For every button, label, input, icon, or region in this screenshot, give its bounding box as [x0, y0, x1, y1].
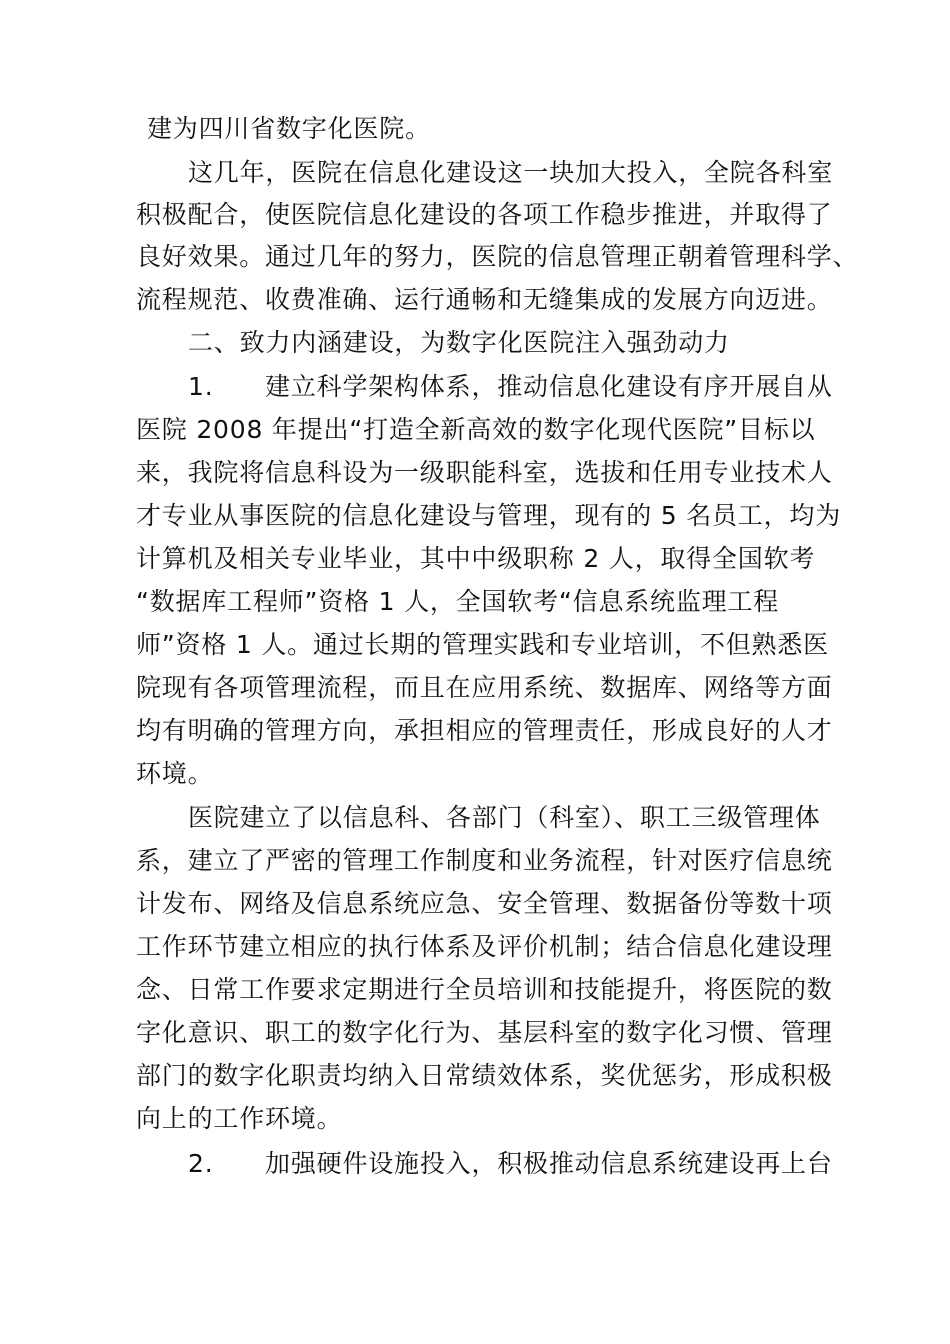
text-line: 计发布、网络及信息系统应急、安全管理、数据备份等数十项 [136, 889, 833, 918]
text-line: 良好效果。通过几年的努力，医院的信息管理正朝着管理科学、 [136, 242, 859, 271]
numbered-item-heading: 2. 加强硬件设施投入，积极推动信息系统建设再上台 [188, 1149, 833, 1178]
text-line: 来，我院将信息科设为一级职能科室，选拔和任用专业技术人 [136, 458, 833, 487]
section-heading: 二、致力内涵建设，为数字化医院注入强劲动力 [188, 328, 730, 357]
text-line: 医院建立了以信息科、各部门（科室）、职工三级管理体 [188, 803, 821, 832]
text-line: “数据库工程师”资格 1 人，全国软考“信息系统监理工程 [136, 587, 780, 616]
text-line: 流程规范、收费准确、运行通畅和无缝集成的发展方向迈进。 [136, 285, 833, 314]
text-line: 计算机及相关专业毕业，其中中级职称 2 人，取得全国软考 [136, 544, 816, 573]
text-line: 念、日常工作要求定期进行全员培训和技能提升，将医院的数 [136, 975, 833, 1004]
text-line: 师”资格 1 人。通过长期的管理实践和专业培训，不但熟悉医 [136, 630, 829, 659]
text-line: 工作环节建立相应的执行体系及评价机制；结合信息化建设理 [136, 932, 833, 961]
text-line: 医院 2008 年提出“打造全新高效的数字化现代医院”目标以 [136, 415, 816, 444]
numbered-item-heading: 1. 建立科学架构体系，推动信息化建设有序开展自从 [188, 372, 833, 401]
text-line: 字化意识、职工的数字化行为、基层科室的数字化习惯、管理 [136, 1018, 833, 1047]
text-line: 环境。 [136, 759, 214, 788]
text-line: 积极配合，使医院信息化建设的各项工作稳步推进，并取得了 [136, 200, 833, 229]
text-line: 院现有各项管理流程，而且在应用系统、数据库、网络等方面 [136, 673, 833, 702]
text-line: 向上的工作环境。 [136, 1104, 343, 1133]
text-line: 均有明确的管理方向，承担相应的管理责任，形成良好的人才 [136, 716, 833, 745]
text-line: 系，建立了严密的管理工作制度和业务流程，针对医疗信息统 [136, 846, 833, 875]
text-line: 这几年，医院在信息化建设这一块加大投入，全院各科室 [188, 158, 834, 187]
text-line: 部门的数字化职责均纳入日常绩效体系，奖优惩劣，形成积极 [136, 1061, 833, 1090]
text-line: 建为四川省数字化医院。 [147, 114, 431, 143]
text-line: 才专业从事医院的信息化建设与管理，现有的 5 名员工，均为 [136, 501, 842, 530]
